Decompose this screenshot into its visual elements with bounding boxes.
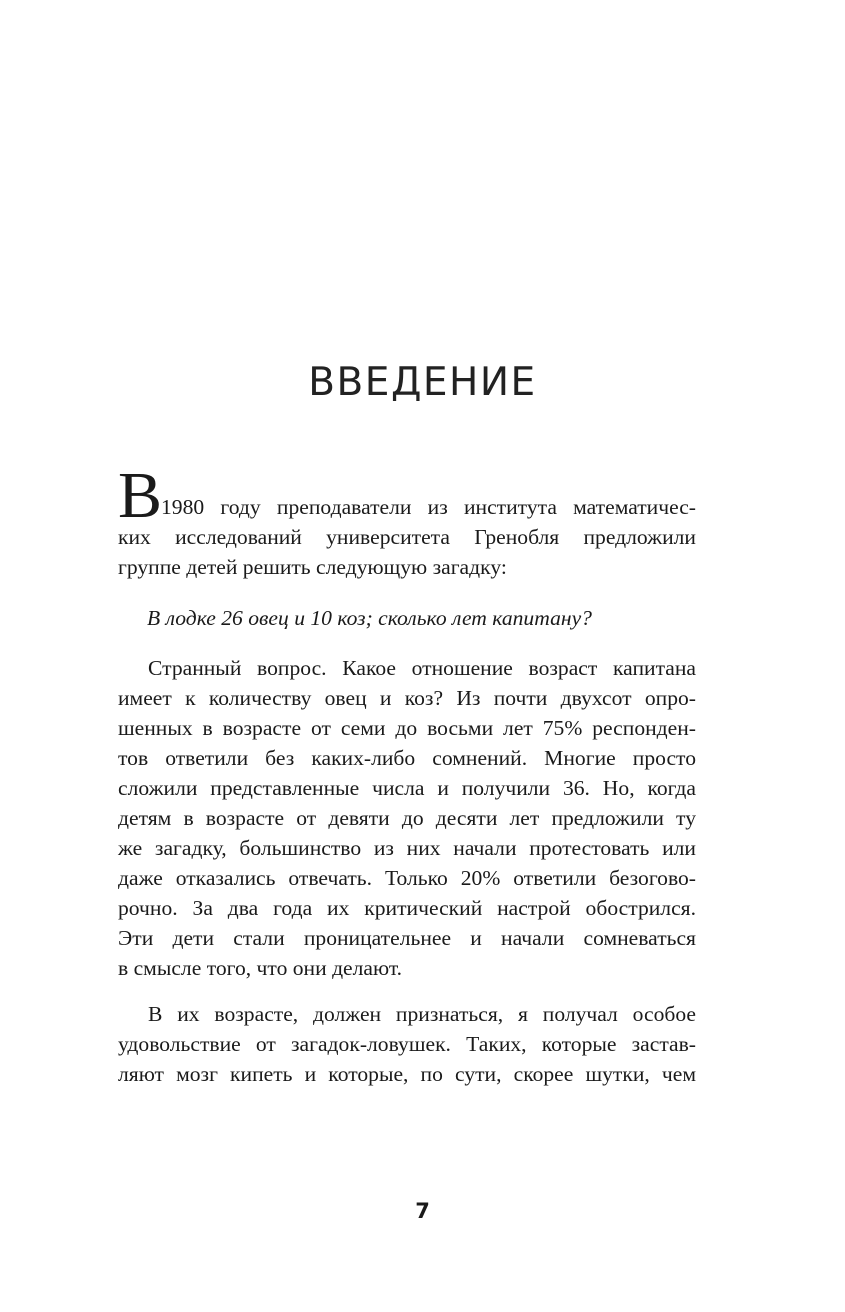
- paragraph-3: [118, 999, 696, 1089]
- chapter-title: ВВЕДЕНИЕ: [308, 360, 537, 405]
- text-line: рочно. За два года их критический настрой обострился.: [118, 896, 696, 920]
- text-line: шенных в возрасте от семи до восьми лет 75% респонден-: [118, 716, 696, 740]
- text-line: имеет к количеству овец и коз? Из почти двухсот опро-: [118, 686, 696, 710]
- text-line: сложили представленные числа и получили 36. Но, когда: [118, 776, 696, 800]
- text-line: удовольствие от загадок-ловушек. Таких, которые застав-: [118, 1032, 696, 1056]
- text-line: 1980 году преподаватели из института математичес-: [161, 495, 696, 519]
- text-line: тов ответили без каких-либо сомнений. Многие просто: [118, 746, 696, 770]
- text-line: Странный вопрос. Какое отношение возраст капитана: [148, 656, 696, 680]
- text-line: даже отказались отвечать. Только 20% ответили безогово-: [118, 866, 696, 890]
- text-line: группе детей решить следующую загадку:: [118, 555, 507, 579]
- paragraph-gap: [118, 983, 696, 999]
- quote-riddle: В лодке 26 овец и 10 коз; сколько лет капитану?: [147, 606, 592, 630]
- text-line: детям в возрасте от девяти до десяти лет предложили ту: [118, 806, 696, 830]
- opening-paragraph: [118, 459, 696, 582]
- page-number: 7: [415, 1199, 430, 1223]
- body-text: [118, 459, 696, 1089]
- text-line: же загадку, большинство из них начали протестовать или: [118, 836, 696, 860]
- text-line: В их возрасте, должен признаться, я получал особое: [148, 1002, 696, 1026]
- text-line: ляют мозг кипеть и которые, по сути, скорее шутки, чем: [118, 1062, 696, 1086]
- text-line: в смысле того, что они делают.: [118, 956, 403, 980]
- paragraph-2: [118, 653, 696, 983]
- drop-cap: В: [118, 459, 163, 532]
- text-line: Эти дети стали проницательнее и начали сомневаться: [118, 926, 696, 950]
- text-line: ких исследований университета Гренобля предложили: [118, 525, 696, 549]
